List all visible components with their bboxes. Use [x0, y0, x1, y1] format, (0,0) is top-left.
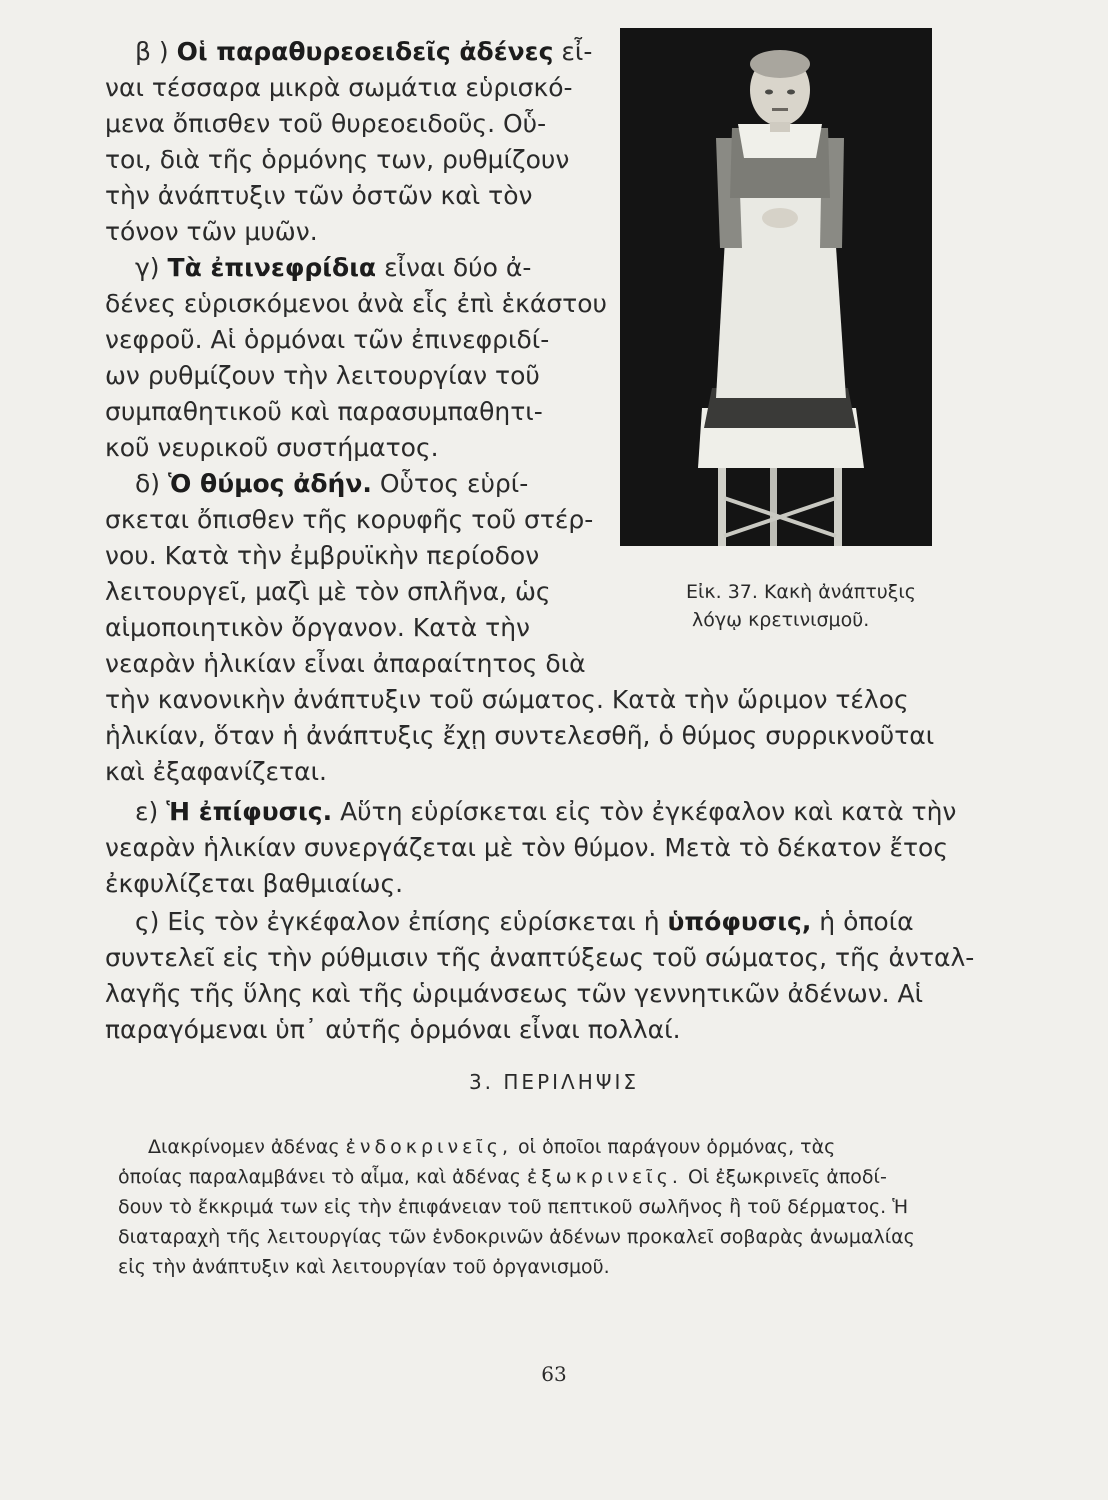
- para-s-line-2: συντελεῖ εἰς τὴν ρύθμισιν τῆς ἀναπτύξεως τοῦ σώματος, τῆς ἀνταλ-: [105, 943, 975, 972]
- para-b-line-4: τοι, διὰ τῆς ὁρμόνης των, ρυθμίζουν: [105, 145, 570, 174]
- para-e-line-1: ε) Ἡ ἐπίφυσις. Αὕτη εὑρίσκεται εἰς τὸν ἐγκέφαλον καὶ κατὰ τὴν: [135, 797, 957, 826]
- figure-photo: [620, 28, 932, 546]
- para-d-line-1: δ) Ὁ θύμος ἀδήν. Οὗτος εὑρί-: [135, 469, 529, 498]
- term-hypophysis: ὑπόφυσις,: [667, 907, 812, 936]
- para-b-line-2: ναι τέσσαρα μικρὰ σωμάτια εὑρισκό-: [105, 73, 573, 102]
- summary-line-3: δουν τὸ ἔκκριμά των εἰς τὴν ἐπιφάνειαν τοῦ πεπτικοῦ σωλῆνος ἢ τοῦ δέρματος. Ἡ: [118, 1196, 909, 1218]
- summary-line-2: ὁποίας παραλαμβάνει τὸ αἷμα, καὶ ἀδένας ἐξωκρινεῖς. Οἱ ἐξωκρινεῖς ἀποδί-: [118, 1166, 887, 1188]
- para-d-line-5: αἱμοποιητικὸν ὄργανον. Κατὰ τὴν: [105, 613, 531, 642]
- para-s-line-4: παραγόμεναι ὑπ᾽ αὐτῆς ὁρμόναι εἶναι πολλαί.: [105, 1015, 681, 1044]
- para-d-line-9: καὶ ἐξαφανίζεται.: [105, 757, 327, 786]
- section-heading: 3. ΠΕΡΙΛΗΨΙΣ: [468, 1070, 640, 1094]
- term-exocrine: ἐξωκρινεῖς.: [526, 1166, 682, 1188]
- summary-line-5: εἰς τὴν ἀνάπτυξιν καὶ λειτουργίαν τοῦ ὀργανισμοῦ.: [118, 1256, 610, 1278]
- para-g-line-6: κοῦ νευρικοῦ συστήματος.: [105, 433, 439, 462]
- para-s-line-1: ς) Εἰς τὸν ἐγκέφαλον ἐπίσης εὑρίσκεται ἡ ὑπόφυσις, ἡ ὁποία: [135, 907, 914, 936]
- summary-line-4: διαταραχὴ τῆς λειτουργίας τῶν ἐνδοκρινῶν ἀδένων προκαλεῖ σοβαρὰς ἀνωμαλίας: [118, 1226, 915, 1248]
- para-d-line-4: λειτουργεῖ, μαζὶ μὲ τὸν σπλῆνα, ὡς: [105, 577, 551, 606]
- page-number: 63: [541, 1362, 567, 1386]
- para-g-line-5: συμπαθητικοῦ καὶ παρασυμπαθητι-: [105, 397, 543, 426]
- summary-line-1: Διακρίνομεν ἀδένας ἐνδοκρινεῖς, οἱ ὁποῖοι παράγουν ὁρμόνας, τὰς: [148, 1136, 836, 1158]
- para-g-line-2: δένες εὑρισκόμενοι ἀνὰ εἷς ἐπὶ ἑκάστου: [105, 289, 607, 318]
- para-d-line-7: τὴν κανονικὴν ἀνάπτυξιν τοῦ σώματος. Κατὰ τὴν ὥριμον τέλος: [105, 685, 909, 714]
- term-endocrine: ἐνδοκρινεῖς,: [345, 1136, 512, 1158]
- figure-caption-line-2: λόγῳ κρετινισμοῦ.: [692, 609, 870, 631]
- para-g-line-4: ων ρυθμίζουν τὴν λειτουργίαν τοῦ: [105, 361, 540, 390]
- term-epiphysis: Ἡ ἐπίφυσις.: [166, 797, 333, 826]
- figure-caption-line-1: Εἰκ. 37. Κακὴ ἀνάπτυξις: [686, 581, 916, 603]
- para-d-line-8: ἡλικίαν, ὅταν ἡ ἀνάπτυξις ἔχῃ συντελεσθῆ, ὁ θύμος συρρικνοῦται: [105, 721, 935, 750]
- term-adrenals: Τὰ ἐπινεφρίδια: [167, 253, 377, 282]
- para-s-line-3: λαγῆς τῆς ὕλης καὶ τῆς ὡριμάνσεως τῶν γεννητικῶν ἀδένων. Αἱ: [105, 979, 924, 1008]
- para-g-line-1: γ) Τὰ ἐπινεφρίδια εἶναι δύο ἀ-: [135, 253, 532, 282]
- para-d-line-2: σκεται ὄπισθεν τῆς κορυφῆς τοῦ στέρ-: [105, 505, 594, 534]
- term-thymus: Ὁ θύμος ἀδήν.: [168, 469, 372, 498]
- para-b-line-6: τόνον τῶν μυῶν.: [105, 217, 318, 246]
- term-parathyroid: Οἱ παραθυρεοειδεῖς ἀδένες: [176, 37, 554, 66]
- para-b-line-1: β ) Οἱ παραθυρεοειδεῖς ἀδένες εἶ-: [135, 37, 593, 66]
- para-d-line-3: νου. Κατὰ τὴν ἐμβρυϊκὴν περίοδον: [105, 541, 540, 570]
- para-d-line-6: νεαρὰν ἡλικίαν εἶναι ἀπαραίτητος διὰ: [105, 649, 586, 678]
- para-e-line-3: ἐκφυλίζεται βαθμιαίως.: [105, 869, 404, 898]
- para-g-line-3: νεφροῦ. Αἱ ὁρμόναι τῶν ἐπινεφριδί-: [105, 325, 550, 354]
- para-b-line-5: τὴν ἀνάπτυξιν τῶν ὀστῶν καὶ τὸν: [105, 181, 533, 210]
- para-e-line-2: νεαρὰν ἡλικίαν συνεργάζεται μὲ τὸν θύμον. Μετὰ τὸ δέκατον ἔτος: [105, 833, 948, 862]
- photo-cretinism-figure: [620, 28, 932, 546]
- para-b-line-3: μενα ὄπισθεν τοῦ θυρεοειδοῦς. Οὗ-: [105, 109, 547, 138]
